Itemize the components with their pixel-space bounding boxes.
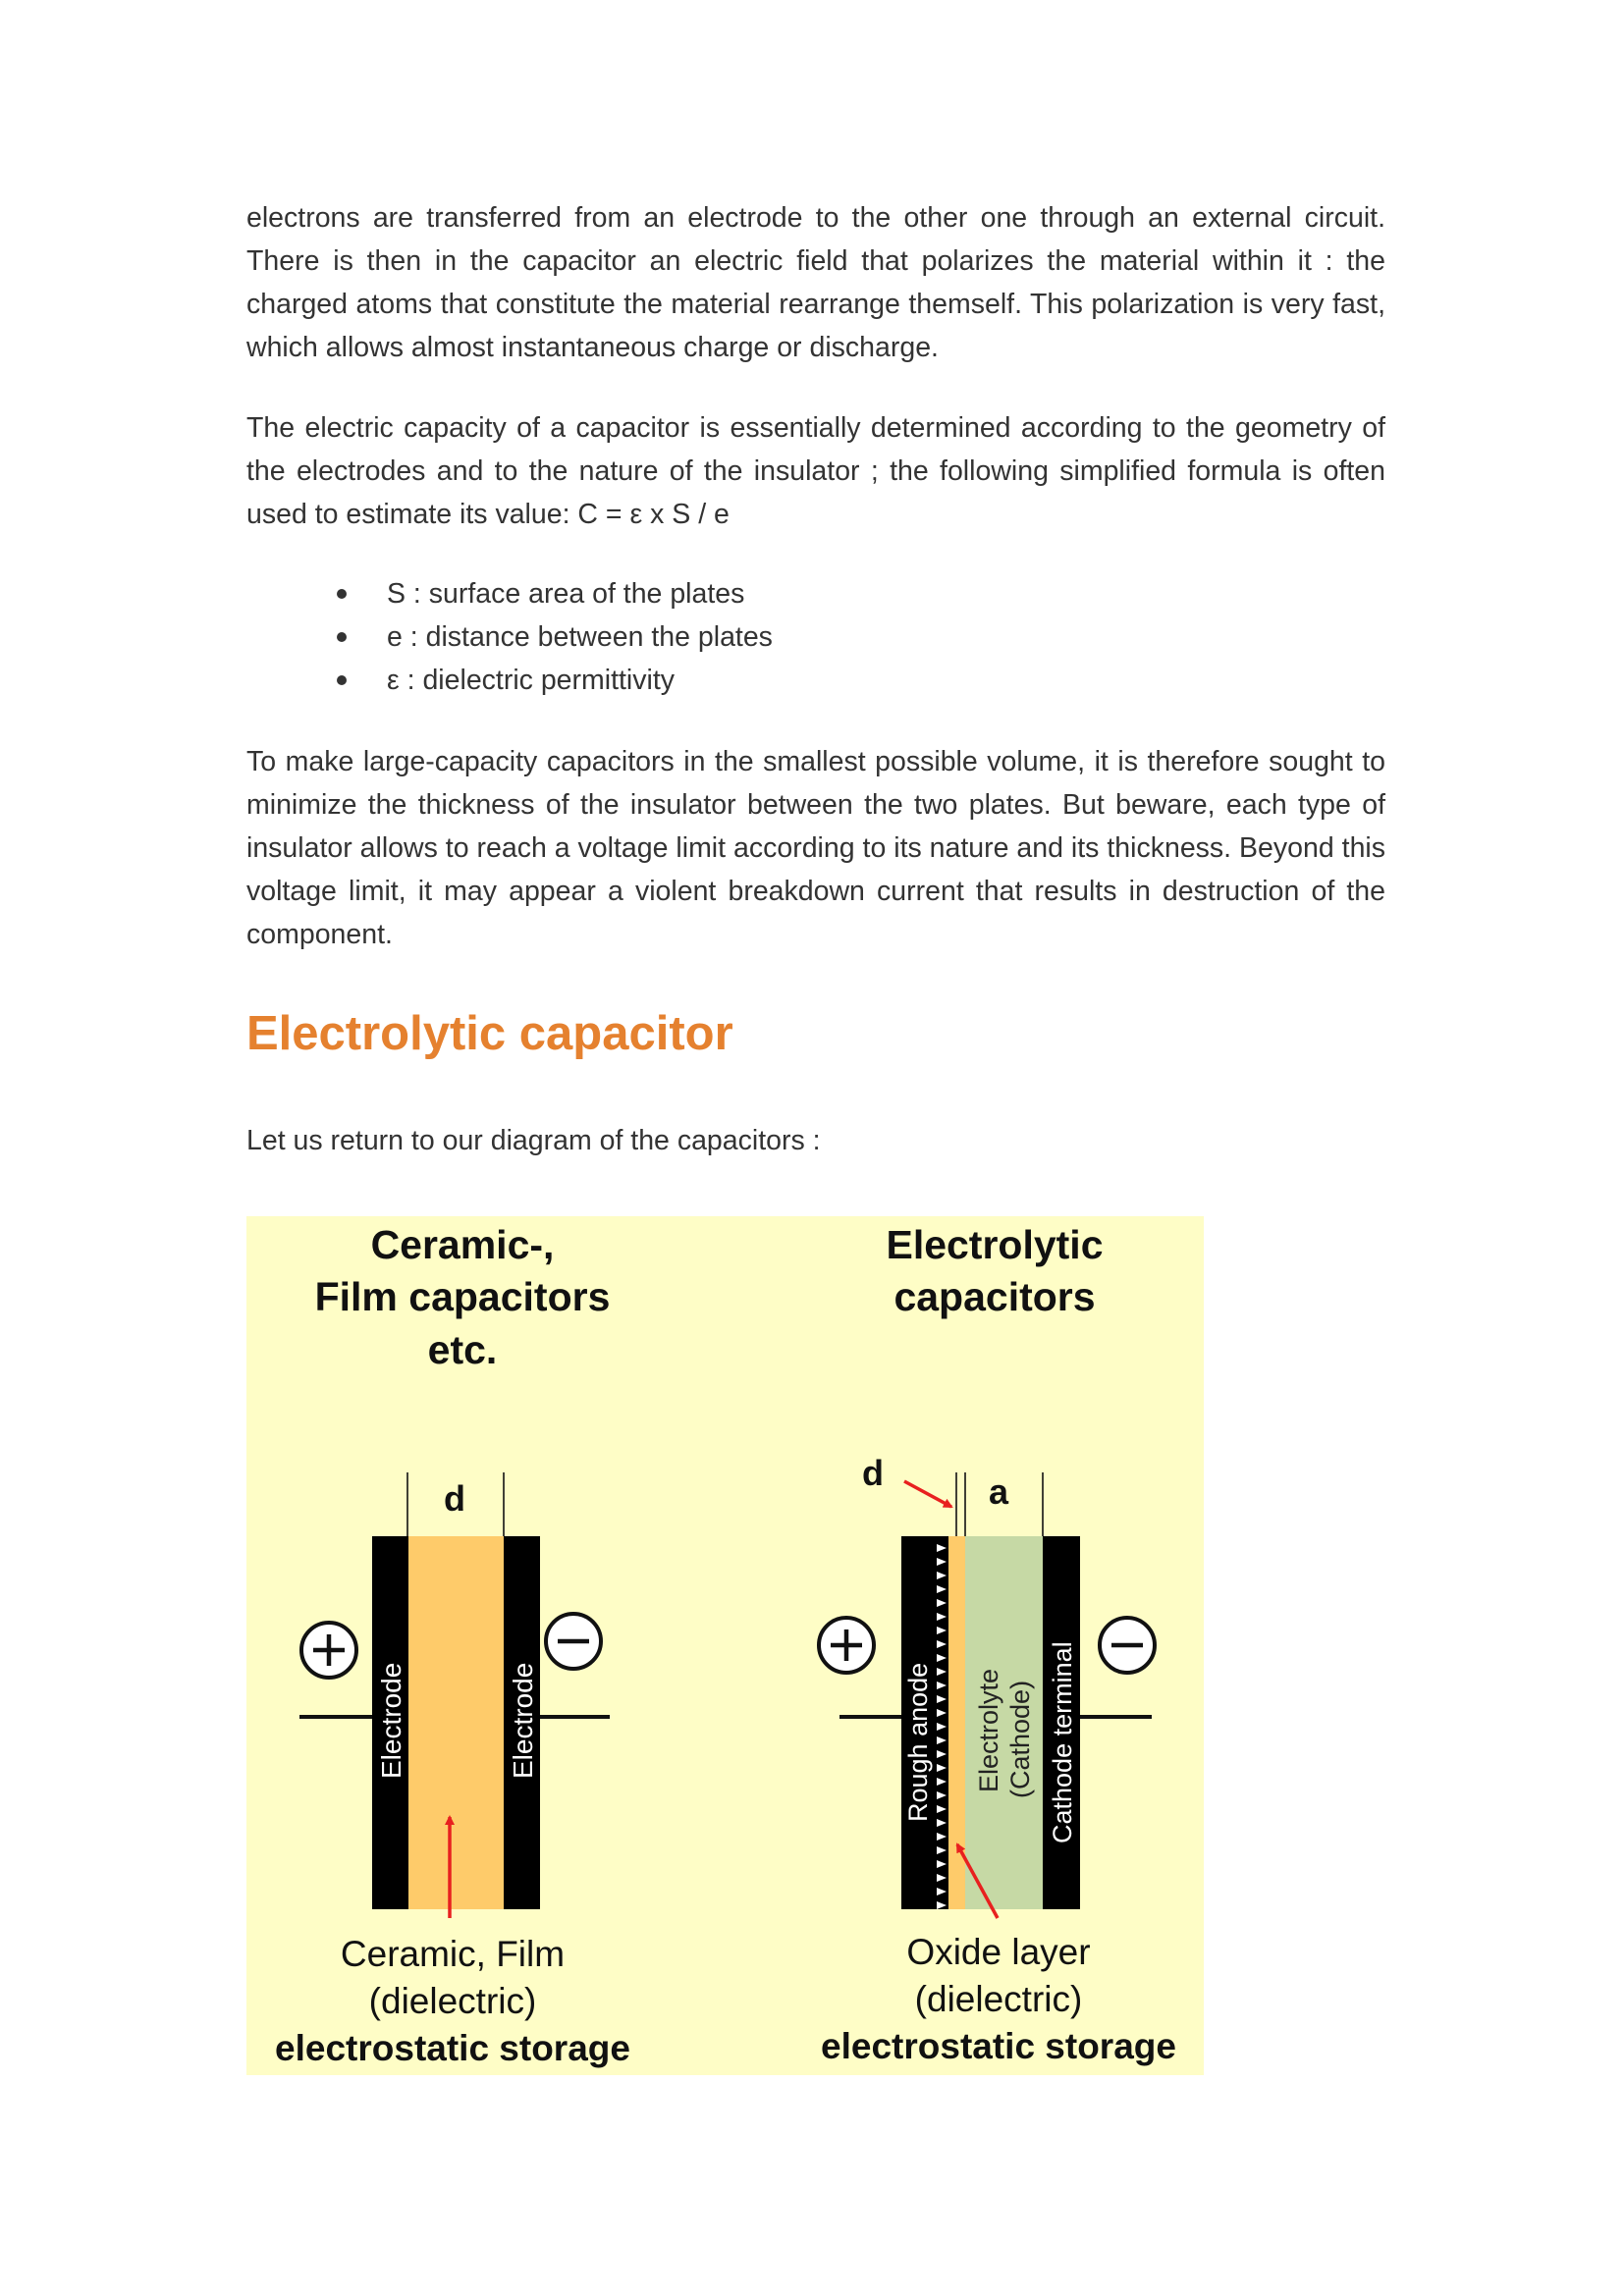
paragraph-voltage-limit: To make large-capacity capacitors in the smallest possible volume, it is therefore sought to minimize the thickness of the insulator between the two plates. But beware, each type of insulator allows to reach a voltage limit according to its nature and its thickness. Beyond this voltage limit, it may appear a violent breakdown current that results in destruction of the component.: [246, 746, 1385, 950]
minus-icon: [1100, 1618, 1155, 1673]
paragraph-polarization: electrons are transferred from an electrode to the other one through an external circuit. There is then in the capacitor an electric field that polarizes the material within it : the charged atoms that constitute the material rearrange themself. This polarization is very fast, which allows almost instantaneous charge or discharge.: [246, 202, 1385, 363]
left-caption-line-3: electrostatic storage: [275, 2028, 630, 2068]
bullet-icon: [337, 632, 347, 642]
left-title-line-2: Film capacitors: [314, 1274, 611, 1319]
bullet-icon: [337, 589, 347, 599]
rough-anode-label: Rough anode: [903, 1662, 933, 1822]
capacitor-comparison-diagram: [246, 1216, 1204, 2075]
dielectric-layer: [408, 1536, 504, 1909]
list-item-text: S : surface area of the plates: [387, 578, 745, 610]
section-heading: Electrolytic capacitor: [246, 1007, 733, 1060]
left-caption-line-2: (dielectric): [368, 1981, 537, 2021]
electrode-label-left: Electrode: [376, 1662, 406, 1779]
oxide-thickness-label-d: d: [862, 1453, 884, 1493]
section-intro-text: Let us return to our diagram of the capacitors :: [246, 1125, 821, 1156]
right-caption-line-3: electrostatic storage: [821, 2026, 1176, 2066]
minus-icon: [546, 1614, 601, 1669]
right-title-line-1: Electrolytic: [886, 1222, 1104, 1267]
left-title-line-1: Ceramic-,: [370, 1222, 555, 1267]
list-item: [246, 572, 1385, 615]
distance-label-d: d: [444, 1478, 465, 1519]
left-title-line-3: etc.: [427, 1327, 498, 1372]
list-item-text: e : distance between the plates: [387, 621, 773, 653]
cathode-label: (Cathode): [1005, 1680, 1035, 1798]
plus-icon: [301, 1623, 356, 1678]
electrolyte-label: Electrolyte: [974, 1668, 1003, 1792]
list-item: [246, 615, 1385, 659]
electrode-label-right: Electrode: [508, 1662, 538, 1779]
formula-variables-list: [246, 572, 1385, 702]
list-item: [246, 659, 1385, 702]
right-title-line-2: capacitors: [893, 1274, 1096, 1319]
list-item-text: ε : dielectric permittivity: [387, 665, 676, 696]
plus-icon: [819, 1618, 874, 1673]
right-caption-line-1: Oxide layer: [906, 1932, 1091, 1972]
left-caption-line-1: Ceramic, Film: [340, 1934, 566, 1974]
bullet-icon: [337, 675, 347, 685]
paragraph-capacity-formula: The electric capacity of a capacitor is essentially determined according to the geometry of the electrodes and to the nature of the insulator ; the following simplified formula is often used to estimate its value: C = ε x S / e: [246, 412, 1385, 530]
right-caption-line-2: (dielectric): [914, 1979, 1083, 2019]
cathode-terminal-label: Cathode terminal: [1048, 1641, 1077, 1843]
electrolyte-thickness-label-a: a: [988, 1471, 1009, 1512]
